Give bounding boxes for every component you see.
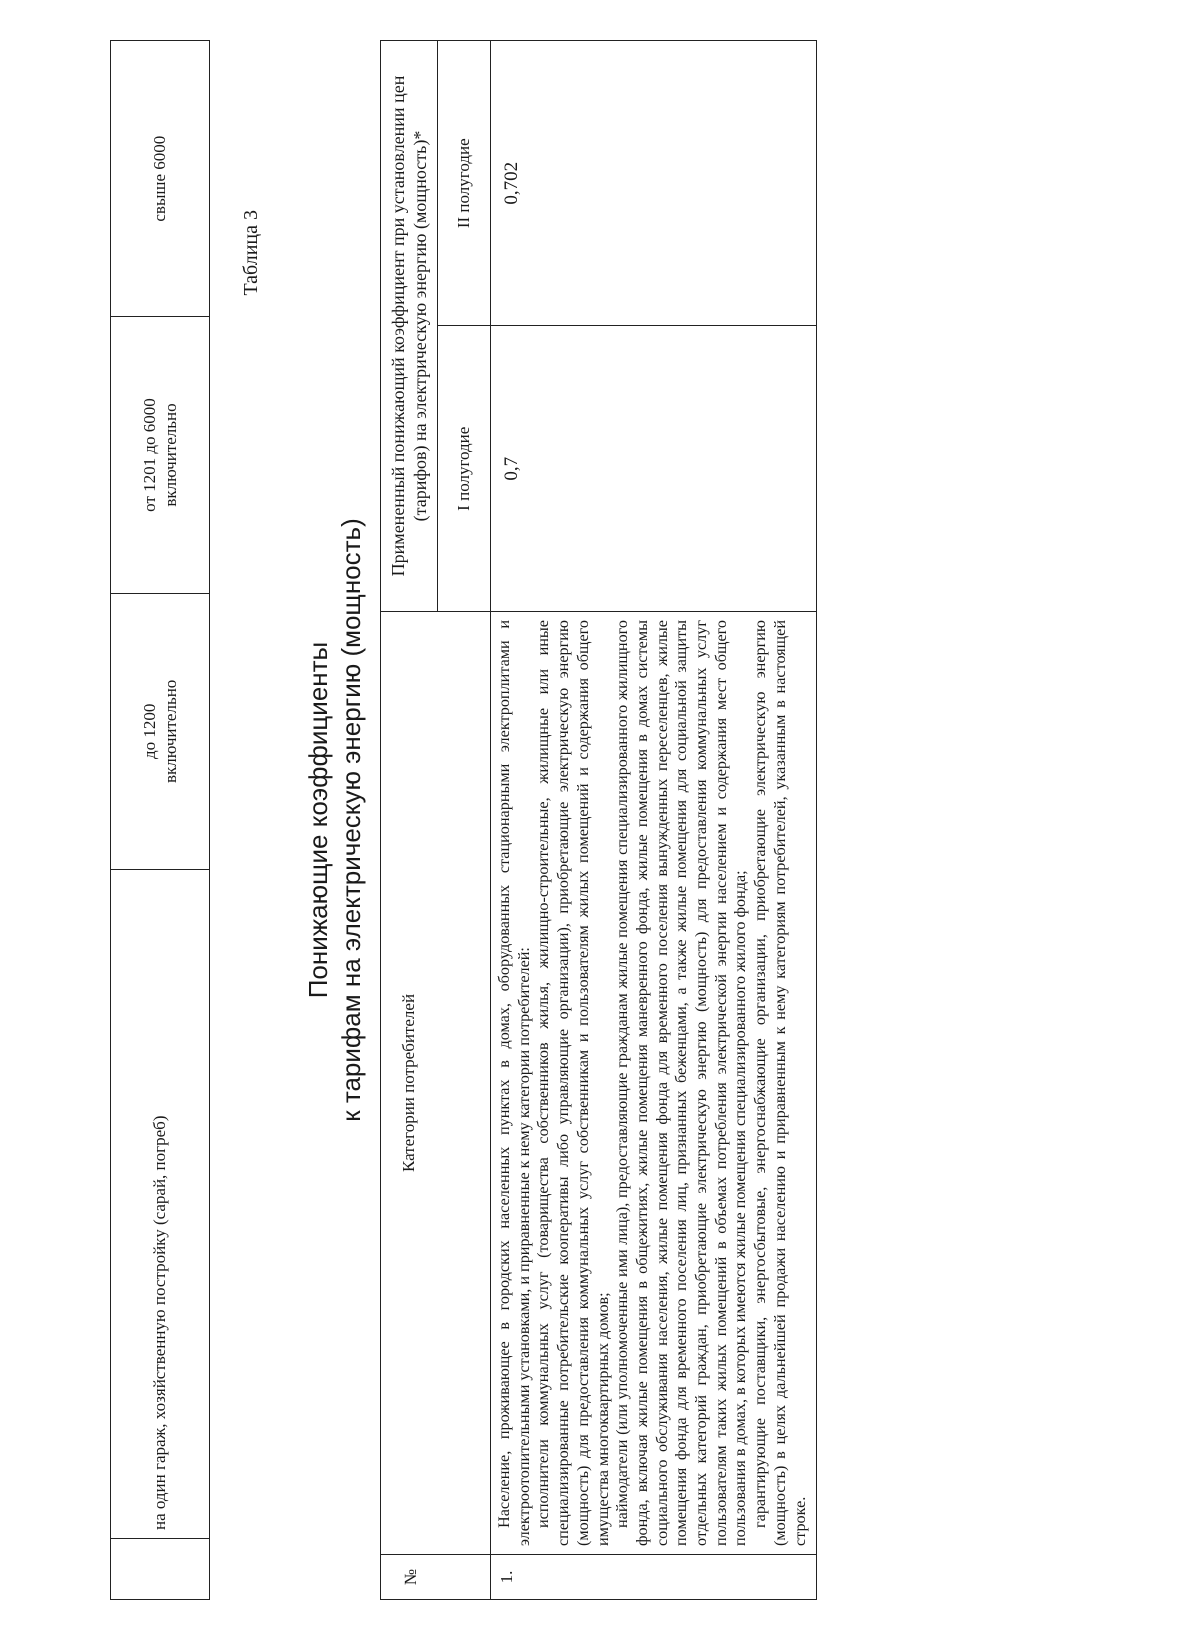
header-category: Категории потребителей <box>381 612 491 1555</box>
range-text-1: до 1200 включительно <box>139 679 180 783</box>
title-line-1: Понижающие коэффициенты <box>303 641 333 999</box>
range-cell-3: свыше 6000 <box>111 41 210 317</box>
coefficients-table <box>380 40 817 1600</box>
category-paragraph: гарантирующие поставщики, энергосбытовые, энергоснабжающие организации, приобретающие электрическую энергию (мощность) в целях дальнейшей продажи населению и приравненным к нему категориям потребителей, указанным в настоящей строке. <box>751 620 809 1546</box>
header-half-2: II полугодие <box>438 41 491 327</box>
rotated-page <box>40 40 1160 1600</box>
category-paragraph: наймодатели (или уполномоченные ими лица), предоставляющие гражданам жилые помещения специализированного жилищного фонда, включая жилые помещения в общежитиях, жилые помещения маневренного фонда, жилые помещения в домах системы социального обслуживания населения, жилые помещения фонда для временного поселения вынужденных переселенцев, жилые помещения фонда для временного поселения лиц, признанных беженцами, а также жилые помещения для социальной защиты отдельных категорий граждан, приобретающие электрическую энергию (мощность) для предоставления коммунальных услуг пользователям таких жилых помещений в объемах потребления электрической энергии населением и содержания мест общего пользования в домах, в которых имеются жилые помещения специализированного жилого фонда; <box>613 620 750 1546</box>
category-paragraph: Население, проживающее в городских населенных пунктах в домах, оборудованных стационарными электроплитами и электроотопительными установками, и приравненные к нему категории потребителей: <box>495 620 533 1546</box>
header-row <box>381 41 438 1600</box>
table-row <box>491 41 817 1600</box>
title-line-2: к тарифам на электрическую энергию (мощность) <box>336 518 366 1122</box>
header-half-1: I полугодие <box>438 326 491 612</box>
category-paragraph: исполнители коммунальных услуг (товарищества собственников жилья, жилищно-строительные, жилищные или иные специализированные потребительские кооперативы либо управляющие организации), приобретающие электрическую энергию (мощность) для предоставления коммунальных услуг собственникам и пользователям жилых помещений и содержания общего имущества многоквартирных домов; <box>534 620 612 1546</box>
header-coefficient: Примененный понижающий коэффициент при установлении цен (тарифов) на электрическую энергию (мощность)* <box>381 41 438 612</box>
table-row <box>111 41 210 1600</box>
previous-table-tail <box>110 40 210 1600</box>
header-number: № <box>381 1555 491 1600</box>
table-number: Таблица 3 <box>240 210 262 296</box>
row-label-cell: на один гараж, хозяйственную постройку (сарай, погреб) <box>111 870 210 1539</box>
value-half-2: 0,702 <box>491 41 817 327</box>
value-half-1: 0,7 <box>491 326 817 612</box>
empty-cell <box>111 1539 210 1600</box>
row-number: 1. <box>491 1555 817 1600</box>
range-cell-2 <box>111 317 210 593</box>
range-cell-1 <box>111 593 210 869</box>
range-text-2: от 1201 до 6000 включительно <box>139 398 180 512</box>
row-category <box>491 612 817 1555</box>
page-title <box>302 40 368 1600</box>
